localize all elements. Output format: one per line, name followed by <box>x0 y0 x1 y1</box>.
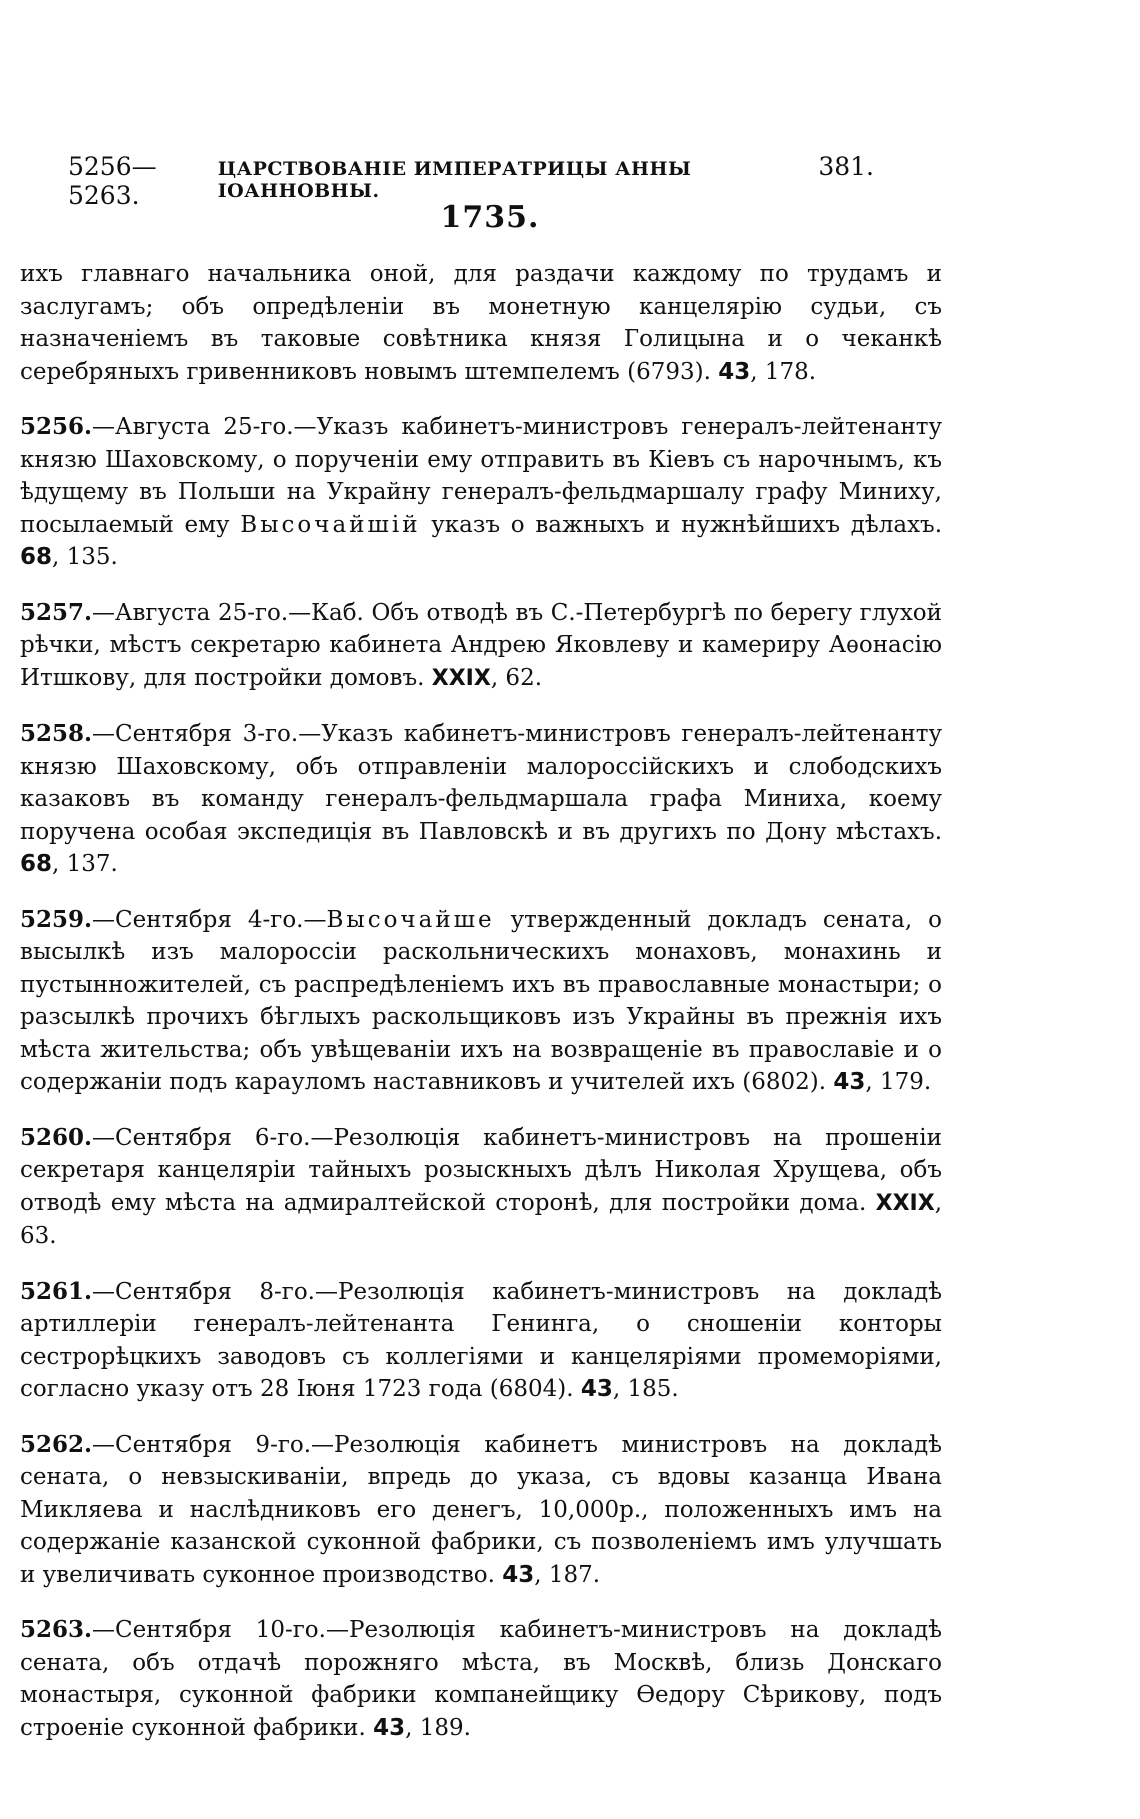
entry-5259: 5259.—Сентября 4-го.—Высочайше утвержденный докладъ сената, о высылкѣ изъ малороссіи раскольническихъ монаховъ, монахинь и пустынножителей, съ распредѣленіемъ ихъ въ православные монастыри; о разсылкѣ прочихъ бѣглыхъ раскольщиковъ изъ Украйны въ прежнія ихъ мѣста жительства; объ увѣщеваніи ихъ на возвращеніе въ православіе и о содержаніи подъ карауломъ наставниковъ и учителей ихъ (6802). 43, 179. <box>20 905 942 1095</box>
entry-number: 5261. <box>20 1277 93 1305</box>
header-title: ЦАРСТВОВАНІЕ ИМПЕРАТРИЦЫ АННЫ ІОАННОВНЫ. <box>217 158 692 202</box>
year-heading: 1735. <box>440 200 540 235</box>
entries-body <box>20 258 942 1767</box>
entry-5256: 5256.—Августа 25-го.—Указъ кабинетъ-министровъ генералъ-лейтенанту князю Шаховскому, о порученіи ему отправить въ Кіевъ съ нарочнымъ, къ ѣдущему въ Польши на Украйну генералъ-фельдмаршалу графу Миниху, посылаемый ему Высочайшій указъ о важныхъ и нужнѣйшихъ дѣлахъ. 68, 135. <box>20 413 943 570</box>
entry-number: 5256. <box>20 413 93 440</box>
entry-5261: 5261.—Сентября 8-го.—Резолюція кабинетъ-министровъ на докладѣ артиллеріи генералъ-лейтенанта Генинга, о сношеніи конторы сестрорѣцкихъ заводовъ съ коллегіями и канцеляріями промеморіями, согласно указу отъ 28 Іюня 1723 года (6804). 43, 185. <box>20 1277 942 1402</box>
entry-range: 5256—5263. <box>68 152 157 210</box>
entry-5258: 5258.—Сентября 3-го.—Указъ кабинетъ-министровъ генералъ-лейтенанту князю Шаховскому, объ отправленіи малороссійскихъ и слободскихъ казаковъ въ команду генералъ-фельдмаршала графа Миниха, коему поручена особая экспедиція въ Павловскѣ и въ другихъ по Дону мѣстахъ. 68, 137. <box>20 720 942 877</box>
entry-number: 5262. <box>20 1430 93 1458</box>
entry-5263: 5263.—Сентября 10-го.—Резолюція кабинетъ-министровъ на докладѣ сената, объ отдачѣ порожняго мѣста, въ Москвѣ, близь Донскаго монастыря, суконной фабрики компанейщику Ѳедору Сѣрикову, подъ строеніе суконной фабрики. 43, 189. <box>20 1616 942 1741</box>
entry-number: 5263. <box>20 1616 93 1643</box>
entry-continuation: ихъ главнаго начальника оной, для раздачи каждому по трудамъ и заслугамъ; объ опредѣленіи въ монетную канцелярію судьи, съ назначеніемъ въ таковые совѣтника князя Голицына и о чеканкѣ серебряныхъ гривенниковъ новымъ штемпелемъ (6793). 43, 178. <box>20 261 942 385</box>
entry-number: 5260. <box>20 1123 93 1151</box>
entry-number: 5258. <box>20 720 93 747</box>
entry-5257: 5257.—Августа 25-го.—Каб. Объ отводѣ въ С.-Петербургѣ по берегу глухой рѣчки, мѣстъ секретарю кабинета Андрею Яковлеву и камериру Аѳонасію Итшкову, для постройки домовъ. XXIX, 62. <box>20 598 942 691</box>
entry-5262: 5262.—Сентября 9-го.—Резолюція кабинетъ министровъ на докладѣ сената, о невзыскиваніи, впредь до указа, съ вдовы казанца Ивана Микляева и наслѣдниковъ его денегъ, 10,000р., положенныхъ имъ на содержаніе казанской суконной фабрики, съ позволеніемъ имъ улучшать и увеличивать суконное производство. 43, 187. <box>20 1430 942 1588</box>
entry-5260: 5260.—Сентября 6-го.—Резолюція кабинетъ-министровъ на прошеніи секретаря канцеляріи тайныхъ розыскныхъ дѣлъ Николая Хрущева, объ отводѣ ему мѣста на адмиралтейской сторонѣ, для постройки дома. XXIX, 63. <box>20 1123 943 1249</box>
entry-number: 5259. <box>20 905 93 933</box>
page-number: 381. <box>818 152 874 181</box>
entry-number: 5257. <box>20 598 93 626</box>
